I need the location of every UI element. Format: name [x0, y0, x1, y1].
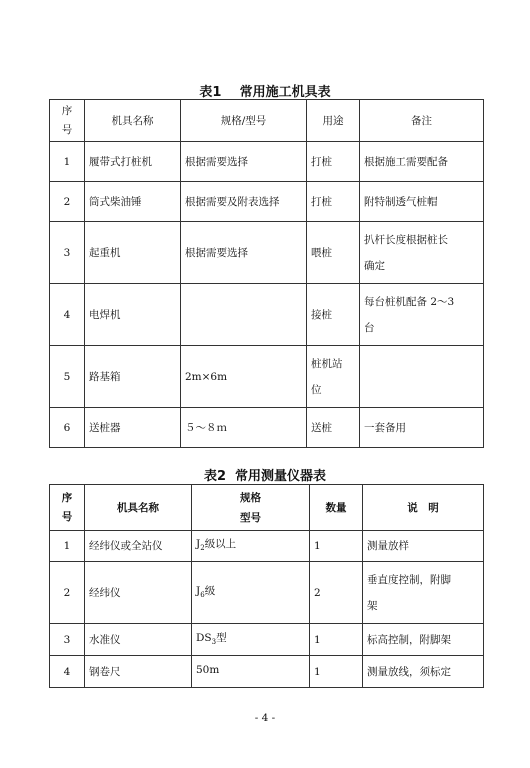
table-row [50, 624, 484, 656]
table-row [50, 346, 484, 408]
row-name: 路基箱 [85, 346, 181, 408]
row-spec: 50m [192, 656, 310, 688]
row-spec [181, 284, 307, 346]
table-row [50, 408, 484, 448]
row-use: 喂桩 [307, 222, 360, 284]
table1-header-name: 机具名称 [85, 100, 181, 142]
table1-title-text: 常用施工机具表 [239, 85, 331, 100]
row-no: 4 [50, 284, 85, 346]
row-no: 2 [50, 562, 85, 624]
row-spec: 根据需要及附表选择 [181, 182, 307, 222]
row-qty: 1 [310, 656, 363, 688]
table-row [50, 222, 484, 284]
table1-header-note: 备注 [360, 100, 484, 142]
row-no: 1 [50, 531, 85, 562]
row-spec: $DS_3$型 [192, 624, 310, 656]
table2-header-name: 机具名称 [85, 485, 192, 531]
row-spec: 根据需要选择 [181, 222, 307, 284]
row-use: 桩机站 位 [307, 346, 360, 408]
table2-header-spec: 规格 型号 [192, 485, 310, 531]
row-use: 打桩 [307, 142, 360, 182]
row-name: 起重机 [85, 222, 181, 284]
table1-header-row [50, 100, 484, 142]
table-row [50, 656, 484, 688]
table1-header-use: 用途 [307, 100, 360, 142]
row-spec: 2m×6m [181, 346, 307, 408]
table1-title [0, 81, 530, 100]
row-no: 1 [50, 142, 85, 182]
row-name: 送桩器 [85, 408, 181, 448]
row-qty: 1 [310, 531, 363, 562]
table2 [49, 484, 484, 688]
table-row [50, 182, 484, 222]
row-note: 附特制透气桩帽 [360, 182, 484, 222]
row-note: 测量放样 [363, 531, 484, 562]
row-no: 6 [50, 408, 85, 448]
row-note: 垂直度控制，附脚 架 [363, 562, 484, 624]
table2-header-row [50, 485, 484, 531]
row-use: 送桩 [307, 408, 360, 448]
table1-header-no: 序 号 [50, 100, 85, 142]
row-no: 3 [50, 624, 85, 656]
table2-title [0, 465, 530, 484]
row-spec: $J_2$级以上 [192, 531, 310, 562]
table2-header-no: 序 号 [50, 485, 85, 531]
table1-header-spec: 规格/型号 [181, 100, 307, 142]
table-row [50, 284, 484, 346]
table-row [50, 562, 484, 624]
row-no: 2 [50, 182, 85, 222]
row-name: 钢卷尺 [85, 656, 192, 688]
row-spec: 根据需要选择 [181, 142, 307, 182]
row-note: 测量放线，须标定 [363, 656, 484, 688]
row-no: 3 [50, 222, 85, 284]
row-name: 电焊机 [85, 284, 181, 346]
row-note: 扒杆长度根据桩长 确定 [360, 222, 484, 284]
table2-header-qty: 数量 [310, 485, 363, 531]
row-name: 水准仪 [85, 624, 192, 656]
row-qty: 1 [310, 624, 363, 656]
page-number: - 4 - [254, 712, 276, 724]
row-note: 标高控制，附脚架 [363, 624, 484, 656]
table1 [49, 99, 484, 448]
row-note [360, 346, 484, 408]
row-qty: 2 [310, 562, 363, 624]
row-use: 打桩 [307, 182, 360, 222]
row-spec: $J_6$级 [192, 562, 310, 624]
row-note: 一套备用 [360, 408, 484, 448]
row-no: 5 [50, 346, 85, 408]
row-name: 筒式柴油锤 [85, 182, 181, 222]
table2-header-note: 说 明 [363, 485, 484, 531]
row-note: 每台桩机配备 2～3 台 [360, 284, 484, 346]
row-spec: ５～８ｍ [181, 408, 307, 448]
row-name: 经纬仪 [85, 562, 192, 624]
row-use: 接桩 [307, 284, 360, 346]
table-row [50, 531, 484, 562]
table1-title-number: 表1 [199, 85, 222, 100]
row-no: 4 [50, 656, 85, 688]
table2-title-text: 常用测量仪器表 [235, 469, 327, 484]
table-row [50, 142, 484, 182]
table2-title-number: 表2 [203, 469, 226, 484]
row-note: 根据施工需要配备 [360, 142, 484, 182]
row-name: 经纬仪或全站仪 [85, 531, 192, 562]
row-name: 履带式打桩机 [85, 142, 181, 182]
